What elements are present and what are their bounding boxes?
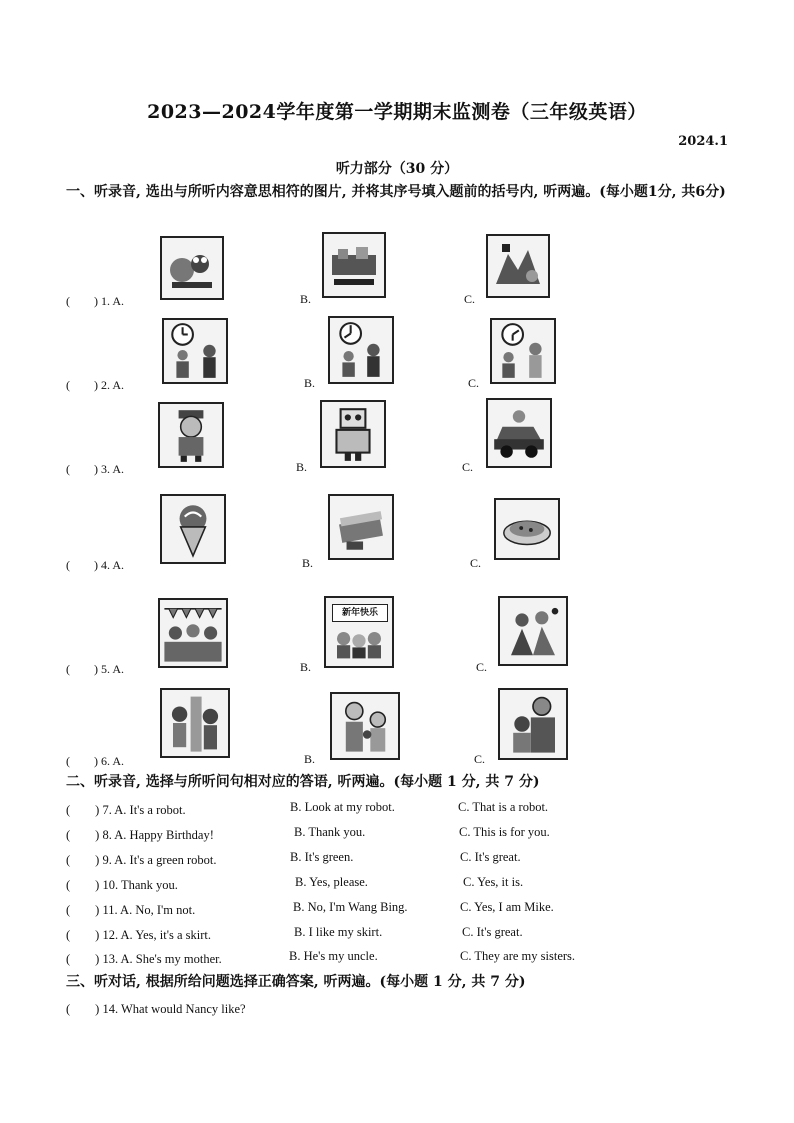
option-b-letter: B.: [300, 292, 312, 306]
question-5: [66, 594, 746, 684]
party-crowd-picture: [158, 598, 228, 668]
children-tree-picture: [160, 688, 230, 758]
new-year-picture: [324, 596, 394, 668]
question-14-text: ( ) 14. What would Nancy like?: [66, 1002, 246, 1016]
toy-car-picture: [486, 398, 552, 468]
option-b-letter: B.: [300, 660, 312, 674]
option-c-letter: C.: [470, 556, 482, 570]
question-5-label: ( ) 5. A.: [66, 662, 124, 676]
question-6-label: ( ) 6. A.: [66, 754, 124, 768]
clock-people-picture: [490, 318, 556, 384]
question-13-option-a: ( ) 13. A. She's my mother.: [66, 952, 222, 966]
question-12-option-b: B. I like my skirt.: [294, 925, 383, 939]
option-c-letter: C.: [468, 376, 480, 390]
toy-robot-picture: [160, 236, 224, 300]
section1-heading: 一、听录音, 选出与所听内容意思相符的图片, 并将其序号填入题前的括号内, 听两遍。(每小题1分, 共6分): [66, 184, 726, 200]
option-b-letter: B.: [304, 376, 316, 390]
question-1: [66, 230, 746, 320]
clock-people-picture: [328, 316, 394, 384]
question-13-option-b: B. He's my uncle.: [289, 949, 378, 963]
robot-picture: [320, 400, 386, 468]
exam-date: 2024.1: [678, 134, 728, 149]
question-4-label: ( ) 4. A.: [66, 558, 124, 572]
pie-picture: [494, 498, 560, 560]
question-9-option-b: B. It's green.: [290, 850, 354, 864]
question-10-option-a: ( ) 10. Thank you.: [66, 878, 178, 892]
boy-girl-picture: [330, 692, 400, 760]
question-1-label: ( ) 1. A.: [66, 294, 124, 308]
question-8-option-a: ( ) 8. A. Happy Birthday!: [66, 828, 214, 842]
question-3-label: ( ) 3. A.: [66, 462, 124, 476]
ice-cream-picture: [160, 494, 226, 564]
question-7-option-a: ( ) 7. A. It's a robot.: [66, 803, 186, 817]
mother-child-picture: [498, 688, 568, 760]
section3-heading: 三、听对话, 根据所给问题选择正确答案, 听两遍。(每小题 1 分, 共 7 分): [66, 974, 526, 990]
celebration-picture: [498, 596, 568, 666]
question-6: [66, 686, 746, 776]
doll-picture: [158, 402, 224, 468]
question-2-label: ( ) 2. A.: [66, 378, 124, 392]
question-11-option-a: ( ) 11. A. No, I'm not.: [66, 903, 196, 917]
exam-title: 2023—2024学年度第一学期期末监测卷（三年级英语）: [147, 101, 647, 123]
option-c-letter: C.: [464, 292, 476, 306]
question-13-option-c: C. They are my sisters.: [460, 949, 576, 963]
question-11-option-b: B. No, I'm Wang Bing.: [293, 900, 408, 914]
option-c-letter: C.: [462, 460, 474, 474]
clock-people-picture: [162, 318, 228, 384]
question-10-option-b: B. Yes, please.: [295, 875, 368, 889]
question-8-option-b: B. Thank you.: [294, 825, 366, 839]
question-9-option-c: C. It's great.: [460, 850, 521, 864]
option-b-letter: B.: [304, 752, 316, 766]
question-7-option-c: C. That is a robot.: [458, 800, 549, 814]
toy-letters-picture: [322, 232, 386, 298]
option-b-letter: B.: [302, 556, 314, 570]
question-12-option-c: C. It's great.: [462, 925, 523, 939]
question-8-option-c: C. This is for you.: [459, 825, 550, 839]
cake-picture: [328, 494, 394, 560]
question-2: [66, 314, 746, 404]
question-7-option-b: B. Look at my robot.: [290, 800, 395, 814]
section2-heading: 二、听录音, 选择与所听问句相对应的答语, 听两遍。(每小题 1 分, 共 7 分): [66, 774, 540, 790]
question-10-option-c: C. Yes, it is.: [463, 875, 524, 889]
question-11-option-c: C. Yes, I am Mike.: [460, 900, 554, 914]
option-c-letter: C.: [476, 660, 488, 674]
new-year-banner-text: 新年快乐: [332, 604, 388, 622]
question-3: [66, 398, 746, 488]
option-b-letter: B.: [296, 460, 308, 474]
question-4: [66, 492, 746, 582]
question-12-option-a: ( ) 12. A. Yes, it's a skirt.: [66, 928, 211, 942]
toy-pile-picture: [486, 234, 550, 298]
listening-part-heading: 听力部分（30 分）: [335, 161, 459, 177]
question-9-option-a: ( ) 9. A. It's a green robot.: [66, 853, 217, 867]
option-c-letter: C.: [474, 752, 486, 766]
